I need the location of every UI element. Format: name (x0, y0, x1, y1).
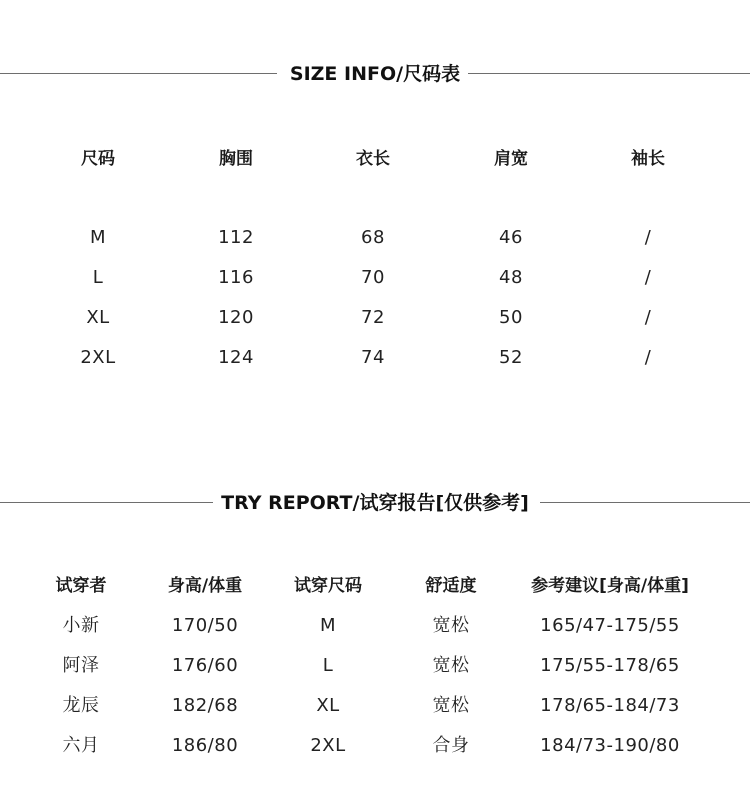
try-cell: 178/65-184/73 (540, 695, 680, 716)
try-table-row (0, 651, 750, 681)
try-cell: 宽松 (432, 695, 470, 716)
size-cell: XL (86, 307, 110, 328)
try-cell: 六月 (62, 735, 100, 756)
try-table-row (0, 611, 750, 641)
try-cell: L (322, 655, 334, 676)
size-cell: 46 (499, 227, 523, 248)
size-info-heading (0, 59, 750, 89)
size-cell: 116 (218, 267, 254, 288)
size-cell: 120 (218, 307, 254, 328)
try-cell: 龙辰 (62, 695, 100, 716)
size-cell: L (92, 267, 104, 288)
size-cell: 50 (499, 307, 523, 328)
size-cell: M (89, 227, 107, 248)
try-report-title: TRY REPORT/试穿报告[仅供参考] (221, 492, 529, 514)
size-cell: 112 (218, 227, 254, 248)
size-table-row (0, 343, 750, 373)
size-cell: 70 (361, 267, 385, 288)
size-cell: 72 (361, 307, 385, 328)
try-header-comfort: 舒适度 (425, 576, 477, 596)
size-cell: 2XL (80, 347, 116, 368)
try-table-row (0, 691, 750, 721)
size-table-row (0, 263, 750, 293)
try-header-size: 试穿尺码 (294, 576, 362, 596)
size-cell: / (644, 227, 652, 248)
try-cell: XL (316, 695, 340, 716)
try-cell: 165/47-175/55 (540, 615, 680, 636)
try-cell: 宽松 (432, 615, 470, 636)
try-header-tester: 试穿者 (55, 576, 107, 596)
try-cell: 175/55-178/65 (540, 655, 680, 676)
size-cell: / (644, 347, 652, 368)
try-cell: 宽松 (432, 655, 470, 676)
size-cell: 52 (499, 347, 523, 368)
size-cell: 48 (499, 267, 523, 288)
try-report-heading (0, 488, 750, 518)
try-cell: 184/73-190/80 (540, 735, 680, 756)
try-cell: 2XL (310, 735, 346, 756)
size-header-length: 衣长 (356, 149, 390, 169)
size-cell: 68 (361, 227, 385, 248)
size-table-header (0, 144, 750, 174)
size-cell: 74 (361, 347, 385, 368)
size-table-row (0, 223, 750, 253)
try-table-row (0, 731, 750, 761)
size-table-row (0, 303, 750, 333)
try-header-height-weight: 身高/体重 (167, 576, 243, 596)
size-info-title: SIZE INFO/尺码表 (289, 63, 461, 85)
try-cell: 182/68 (171, 695, 239, 716)
size-header-sleeve: 袖长 (631, 149, 665, 169)
try-cell: 合身 (432, 735, 470, 756)
try-cell: 阿泽 (62, 655, 100, 676)
size-header-chest: 胸围 (219, 149, 253, 169)
size-cell: / (644, 267, 652, 288)
try-cell: 170/50 (171, 615, 239, 636)
try-cell: 小新 (62, 615, 100, 636)
size-header-shoulder: 肩宽 (494, 149, 528, 169)
try-table-header (0, 571, 750, 601)
try-cell: M (319, 615, 337, 636)
size-cell: 124 (218, 347, 254, 368)
try-cell: 176/60 (171, 655, 239, 676)
try-cell: 186/80 (171, 735, 239, 756)
size-header-size: 尺码 (81, 149, 115, 169)
size-cell: / (644, 307, 652, 328)
try-header-suggestion: 参考建议[身高/体重] (531, 576, 689, 596)
